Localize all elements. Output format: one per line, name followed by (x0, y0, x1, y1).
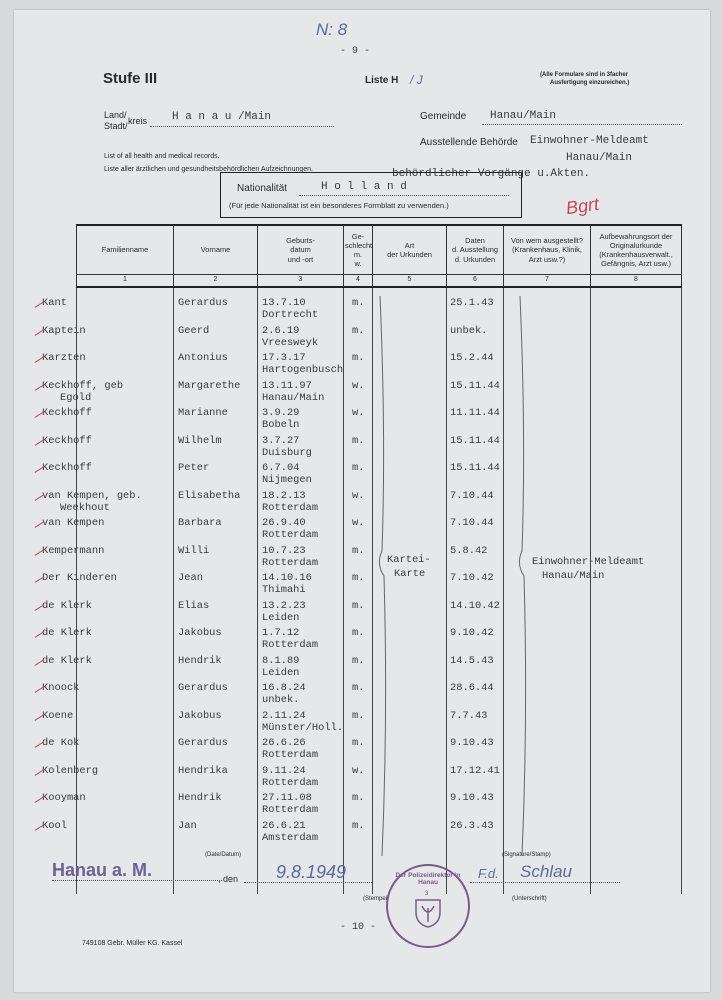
sex: m. (352, 572, 365, 584)
family-name-line-2: Egold (60, 391, 92, 404)
gemeinde-value: Hanau/Main (490, 110, 557, 122)
first-name: Gerardus (178, 682, 228, 694)
first-name: Hendrik (178, 792, 222, 804)
nationality-value: H o l l a n d (321, 181, 407, 193)
birth-place: Rotterdam (262, 804, 319, 816)
column-number: 3 (258, 275, 344, 288)
first-name: Jan (178, 819, 197, 832)
column-number: 8 (591, 275, 682, 288)
printer-imprint: 749108 Gebr. Müller KG. Kassel (82, 940, 183, 947)
seal-number: 3 (425, 891, 429, 897)
kreis-dotted-line (150, 126, 334, 127)
column-header: Ge- schlecht m. w. (344, 225, 373, 275)
family-name: de Kok (42, 737, 80, 749)
family-name: Kant (42, 297, 67, 309)
signature-name: Schlau (520, 862, 572, 881)
date-dotted-line (244, 882, 372, 883)
page-number-bottom: - 10 - (340, 922, 377, 933)
family-name: van Kempen, geb. (42, 489, 142, 502)
issuer-line-2: Hanau/Main (542, 570, 605, 582)
birth-place: Nijmegen (262, 474, 312, 486)
first-name: Jakobus (178, 627, 222, 639)
issue-date: unbek. (450, 324, 488, 337)
column-header: Art der Urkunden (373, 225, 447, 275)
birth-place: Leiden (262, 611, 300, 624)
table-header-row (77, 225, 682, 275)
sex: m. (352, 682, 365, 694)
record-kind-line-1: Kartei- (387, 554, 431, 566)
issue-date: 28.6.44 (450, 682, 494, 694)
sex: w. (352, 379, 365, 392)
first-name: Barbara (178, 517, 222, 529)
issue-date: 7.7.43 (450, 709, 488, 722)
coat-of-arms-icon (414, 898, 442, 928)
sex: w. (352, 517, 365, 529)
first-name: Willi (178, 544, 210, 557)
first-name: Wilhelm (178, 434, 222, 447)
family-name: Karzten (42, 352, 86, 364)
place-stamp: Hanau a. M. (52, 860, 153, 880)
birth-place: Dortrecht (262, 309, 319, 321)
sex: m. (352, 352, 365, 364)
birth-date: 27.11.08 (262, 792, 312, 804)
nationality-dotted-line (299, 195, 509, 196)
date-label: (Date/Datum) (205, 852, 242, 858)
birth-place: Münster/Holl. (262, 721, 344, 734)
stadt-label: Stadt/ (104, 121, 128, 131)
column-number-row (77, 275, 682, 288)
first-name: Jakobus (178, 709, 222, 722)
place-dotted-line (52, 880, 222, 881)
den-label: , den (218, 874, 239, 884)
birth-place: Bobeln (262, 419, 300, 431)
first-name: Gerardus (178, 297, 228, 309)
gemeinde-label: Gemeinde (420, 111, 467, 122)
column-header: Familienname (77, 225, 174, 275)
birth-place: unbek. (262, 694, 300, 706)
nationality-box (220, 172, 522, 218)
sex: m. (352, 544, 365, 557)
first-name: Gerardus (178, 737, 228, 749)
kreis-value: H a n a u /Main (172, 111, 272, 123)
issue-date: 7.10.42 (450, 572, 494, 584)
family-name: Knoock (42, 682, 80, 694)
birth-place: Hartogenbusch (262, 364, 344, 376)
birth-date: 8.1.89 (262, 654, 300, 667)
birth-date: 17.3.17 (262, 352, 306, 364)
signature-initials: F.d. (478, 866, 499, 881)
family-name: de Klerk (42, 654, 92, 667)
birth-date: 1.7.12 (262, 627, 300, 639)
family-name: de Klerk (42, 599, 92, 612)
record-kind-line-2: Karte (394, 568, 426, 580)
birth-date: 2.11.24 (262, 709, 306, 722)
column-number: 2 (174, 275, 258, 288)
family-name: Kempermann (42, 544, 105, 557)
stufe-title: Stufe III (103, 70, 158, 87)
stempel-label: (Stempel) (363, 896, 390, 902)
issue-date: 9.10.43 (450, 737, 494, 749)
issue-date: 17.12.41 (450, 764, 500, 777)
column-header: Vorname (174, 225, 258, 275)
sex: m. (352, 627, 365, 639)
issue-date: 7.10.44 (450, 489, 494, 502)
column-header: Von wem ausgestellt? (Krankenhaus, Klinik, Arzt usw.?) (504, 225, 591, 275)
birth-place: Rotterdam (262, 501, 319, 514)
family-name: Der Kinderen (42, 572, 117, 584)
birth-date: 2.6.19 (262, 324, 300, 337)
family-name: Kolenberg (42, 764, 99, 777)
page-number-top: - 9 - (340, 46, 371, 57)
column-number: 5 (373, 275, 447, 288)
issue-date: 15.2.44 (450, 352, 494, 364)
liste-label: Liste H (365, 75, 399, 86)
birth-date: 26.6.26 (262, 737, 306, 749)
column-number: 6 (447, 275, 504, 288)
sex: m. (352, 434, 365, 447)
sex: m. (352, 599, 365, 612)
birth-date: 26.6.21 (262, 819, 306, 832)
sex: m. (352, 324, 365, 337)
sex: w. (352, 764, 365, 777)
issue-date: 15.11.44 (450, 462, 500, 474)
land-label: Land/ (104, 110, 127, 120)
unterschrift-label: (Unterschrift) (512, 896, 547, 902)
family-name: van Kempen (42, 517, 105, 529)
signature-label: (Signature/Stamp) (502, 852, 551, 858)
birth-place: Leiden (262, 666, 300, 679)
birth-place: Amsterdam (262, 831, 319, 844)
birth-date: 6.7.04 (262, 462, 300, 474)
family-name-line-2: Weekhout (60, 501, 110, 514)
behoerde-value-1: Einwohner-Meldeamt (530, 135, 649, 147)
sex: m. (352, 737, 365, 749)
birth-date: 26.9.40 (262, 517, 306, 529)
birth-place: Rotterdam (262, 776, 319, 789)
first-name: Peter (178, 462, 210, 474)
behoerde-value-2: Hanau/Main (566, 152, 633, 164)
first-name: Marianne (178, 407, 228, 419)
first-name: Elisabetha (178, 489, 241, 502)
behoerde-value-3: behördlicher Vorgänge u.Akten. (392, 168, 591, 180)
family-name: Keckhoff (42, 407, 92, 419)
police-seal (386, 864, 470, 948)
list-title-german: Liste aller ärztlichen und gesundheitsbehördlichen Aufzeichnungen. (104, 166, 313, 173)
first-name: Antonius (178, 352, 228, 364)
family-name: de Klerk (42, 627, 92, 639)
family-name: Keckhoff, geb (42, 379, 124, 392)
seal-text: Der Polizeidirektor in Hanau (395, 872, 461, 886)
family-name: Keckhoff (42, 462, 92, 474)
list-title-english: List of all health and medical records. (104, 153, 220, 160)
gemeinde-dotted-line (482, 124, 682, 125)
first-name: Jean (178, 572, 203, 584)
sex: w. (352, 489, 365, 502)
column-header: Aufbewahrungsort der Originalurkunde (Krankenhausverwalt., Gefängnis, Arzt usw.) (591, 225, 682, 275)
behoerde-label: Ausstellende Behörde (420, 137, 518, 148)
column-number: 7 (504, 275, 591, 288)
issue-date: 14.10.42 (450, 599, 500, 612)
kreis-label: kreis (128, 116, 148, 126)
sex: m. (352, 297, 365, 309)
sex: m. (352, 709, 365, 722)
date-value: 9.8.1949 (276, 862, 347, 882)
issuer-line-1: Einwohner-Meldeamt (532, 556, 645, 568)
note-line-1: (Alle Formulare sind in 3facher (540, 72, 629, 78)
birth-date: 9.11.24 (262, 764, 306, 777)
first-name: Geerd (178, 324, 210, 337)
birth-date: 13.2.23 (262, 599, 306, 612)
liste-suffix: / J (410, 73, 423, 87)
issue-date: 11.11.44 (450, 407, 500, 419)
birth-date: 14.10.16 (262, 572, 312, 584)
first-name: Elias (178, 599, 210, 612)
sex: m. (352, 792, 365, 804)
issue-date: 5.8.42 (450, 544, 488, 557)
column-number: 1 (77, 275, 174, 288)
birth-date: 13.11.97 (262, 379, 312, 392)
issue-date: 15.11.44 (450, 379, 500, 392)
birth-date: 3.9.29 (262, 407, 300, 419)
note-line-2: Ausfertigung einzureichen.) (550, 80, 630, 86)
first-name: Margarethe (178, 379, 241, 392)
birth-date: 3.7.27 (262, 434, 300, 447)
birth-place: Rotterdam (262, 556, 319, 569)
birth-place: Rotterdam (262, 639, 319, 651)
column-header: Daten d. Ausstellung d. Urkunden (447, 225, 504, 275)
issue-date: 9.10.43 (450, 792, 494, 804)
birth-date: 18.2.13 (262, 489, 306, 502)
family-name: Kaptein (42, 324, 86, 337)
merge-braces (372, 296, 532, 856)
issue-date: 14.5.43 (450, 654, 494, 667)
nationality-label: Nationalität (237, 183, 288, 194)
issue-date: 7.10.44 (450, 517, 494, 529)
family-name: Keckhoff (42, 434, 92, 447)
sex: m. (352, 819, 365, 832)
birth-place: Vreesweyk (262, 336, 319, 349)
family-name: Kooyman (42, 792, 86, 804)
birth-place: Thimahi (262, 584, 306, 596)
issue-date: 15.11.44 (450, 434, 500, 447)
sex: m. (352, 462, 365, 474)
issue-date: 9.10.42 (450, 627, 494, 639)
birth-place: Duisburg (262, 446, 312, 459)
signature-dotted-line (470, 882, 620, 883)
birth-place: Hanau/Main (262, 391, 325, 404)
sex: m. (352, 654, 365, 667)
column-header: Geburts- datum und -ort (258, 225, 344, 275)
birth-date: 13.7.10 (262, 297, 306, 309)
first-name: Hendrika (178, 764, 228, 777)
birth-place: Rotterdam (262, 529, 319, 541)
family-name: Koene (42, 709, 74, 722)
column-number: 4 (344, 275, 373, 288)
document-number: N: 8 (316, 20, 348, 39)
issue-date: 25.1.43 (450, 297, 494, 309)
nationality-note: (Für jede Nationalität ist ein besonderes Formblatt zu verwenden.) (229, 201, 449, 210)
family-name: Kool (42, 819, 67, 832)
birth-date: 16.8.24 (262, 682, 306, 694)
red-initials: Bgrt (564, 193, 601, 219)
birth-date: 10.7.23 (262, 544, 306, 557)
issue-date: 26.3.43 (450, 819, 494, 832)
first-name: Hendrik (178, 654, 222, 667)
birth-place: Rotterdam (262, 749, 319, 761)
sex: w. (352, 407, 365, 419)
